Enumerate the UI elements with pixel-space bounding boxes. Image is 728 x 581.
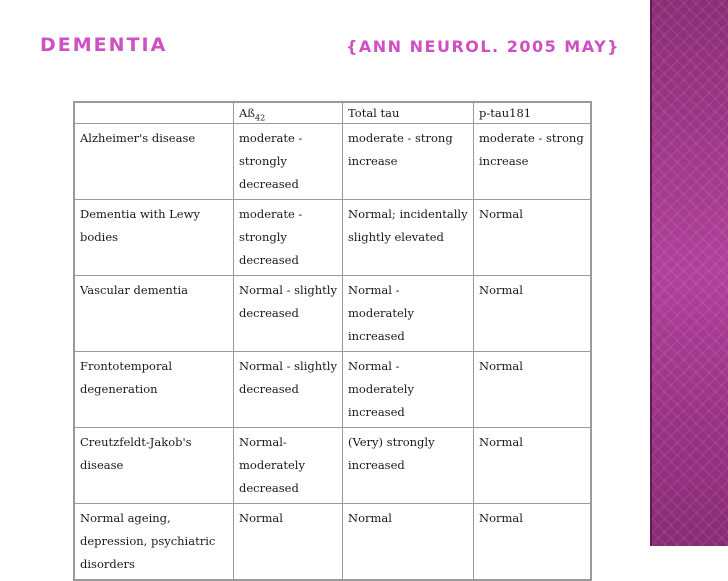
table-cell-total-tau: Normal - moderately increased: [343, 276, 474, 352]
header-cell-empty: [75, 103, 234, 124]
table-row: [75, 200, 591, 276]
table-cell-condition: Normal ageing, depression, psychiatric disorders: [75, 504, 234, 580]
table-cell-abeta: Normal-moderately decreased: [234, 428, 343, 504]
decorative-side-panel: [650, 0, 728, 546]
header-cell-total-tau: Total tau: [343, 103, 474, 124]
slide-citation: {ANN NEUROL. 2005 MAY}: [346, 37, 621, 56]
header-cell-abeta: [234, 103, 343, 124]
table-row: [75, 504, 591, 580]
table-header-row: [75, 103, 591, 124]
header-abeta-label: Aß: [239, 106, 255, 120]
table-cell-p-tau181: Normal: [474, 352, 591, 428]
table-row: [75, 124, 591, 200]
table-cell-abeta: Normal: [234, 504, 343, 580]
header-cell-p-tau181: p-tau181: [474, 103, 591, 124]
table-cell-condition: Alzheimer's disease: [75, 124, 234, 200]
table-cell-p-tau181: Normal: [474, 504, 591, 580]
table-cell-p-tau181: Normal: [474, 276, 591, 352]
table-cell-p-tau181: Normal: [474, 200, 591, 276]
table-cell-condition: Vascular dementia: [75, 276, 234, 352]
table-cell-total-tau: moderate - strong increase: [343, 124, 474, 200]
table-cell-p-tau181: Normal: [474, 428, 591, 504]
table-cell-total-tau: (Very) strongly increased: [343, 428, 474, 504]
table-cell-abeta: Normal - slightly decreased: [234, 276, 343, 352]
table-cell-total-tau: Normal; incidentally slightly elevated: [343, 200, 474, 276]
table-cell-condition: Frontotemporal degeneration: [75, 352, 234, 428]
table-row: [75, 276, 591, 352]
table-cell-total-tau: Normal - moderately increased: [343, 352, 474, 428]
table-cell-abeta: moderate - strongly decreased: [234, 200, 343, 276]
table-cell-total-tau: Normal: [343, 504, 474, 580]
table-row: [75, 352, 591, 428]
table-cell-p-tau181: moderate - strong increase: [474, 124, 591, 200]
table-cell-abeta: Normal - slightly decreased: [234, 352, 343, 428]
table-row: [75, 428, 591, 504]
biomarker-table-frame: [73, 101, 592, 581]
slide-title: DEMENTIA: [40, 34, 168, 56]
table-cell-abeta: moderate - strongly decreased: [234, 124, 343, 200]
biomarker-table: [74, 102, 591, 580]
header-abeta-subscript: 42: [255, 113, 266, 123]
table-cell-condition: Dementia with Lewy bodies: [75, 200, 234, 276]
table-cell-condition: Creutzfeldt-Jakob's disease: [75, 428, 234, 504]
